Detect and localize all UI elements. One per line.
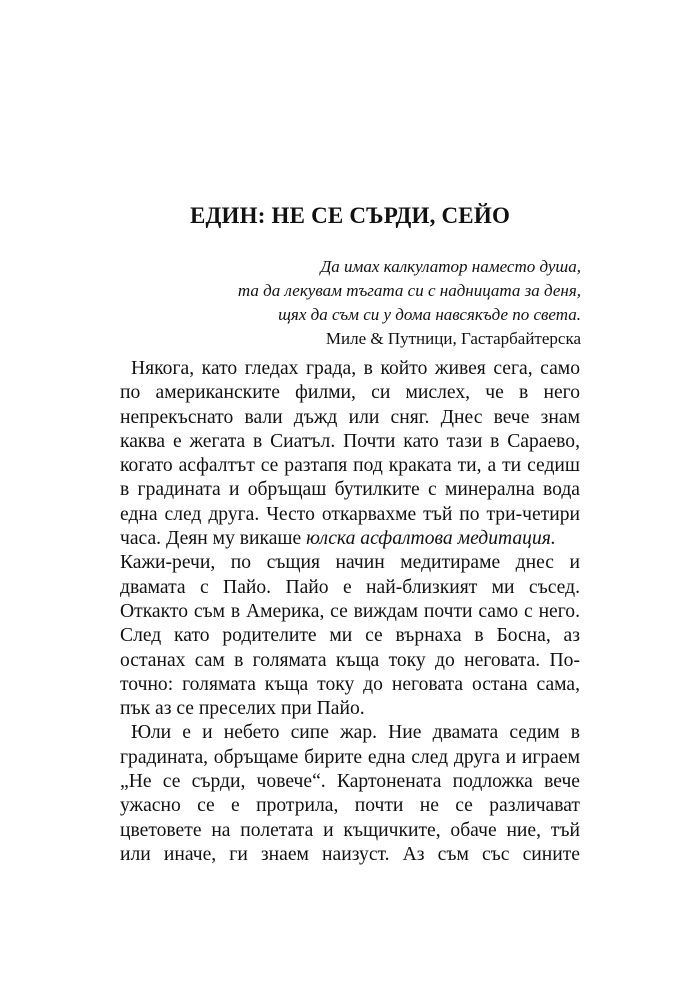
- text-line: Юли е и небето сипе жар. Ние двамата седим в: [131, 722, 580, 744]
- epigraph-line: щях да съм си у дома навсякъде по света.: [278, 305, 581, 324]
- chapter-title: ЕДИН: НЕ СЕ СЪРДИ, СЕЙО: [189, 203, 511, 228]
- text-line: непрекъснато вали дъжд или сняг. Днес вече знам: [120, 406, 580, 428]
- text-line: в градината и обръщаш бутилките с минерална вода: [120, 479, 580, 501]
- text-line: След като родителите ми се върнаха в Босна, аз: [120, 625, 580, 647]
- text-line: точно: голямата къща току до неговата остана сама,: [120, 673, 580, 695]
- body-text: [120, 357, 580, 867]
- text-line: „Не се сърди, човече“. Картонената подложка вече: [120, 771, 580, 793]
- epigraph-attribution: Миле & Путници, Гастарбайтерска: [325, 329, 581, 348]
- text-line: по американските филми, си мислех, че в него: [120, 382, 580, 404]
- epigraph-line: Да имах калкулатор наместо душа,: [320, 257, 581, 276]
- text-line: ужасно се е протрила, почти не се различават: [120, 795, 580, 817]
- text-line: когато асфалтът се разтапя под краката ти, а ти седиш: [120, 455, 580, 477]
- text-line: или иначе, ги знаем наизуст. Аз съм със сините: [120, 843, 580, 865]
- text-line: градината, обръщаме бирите една след друга и играем: [120, 746, 580, 768]
- epigraph: [121, 255, 581, 327]
- text-line: Кажи-речи, по същия начин медитираме днес и: [120, 552, 580, 574]
- text-line: Откакто съм в Америка, се виждам почти само с него.: [120, 600, 580, 622]
- text-run: часа. Деян му викаше: [120, 528, 307, 550]
- text-line: една след друга. Често откарвахме тъй по три-четири: [120, 503, 580, 525]
- epigraph-line: та да лекувам тъгата си с надницата за деня,: [237, 281, 581, 300]
- italic-phrase: юлска асфалтова медитация.: [306, 528, 556, 550]
- text-line: двамата с Пайо. Пайо е най-близкият ми съсед.: [120, 576, 580, 598]
- text-line: цветовете на полетата и къщичките, обаче ние, тъй: [120, 819, 580, 841]
- text-line: останах сам в голямата къща току до неговата. По-: [120, 649, 580, 671]
- text-line: Някога, като гледах града, в който живея сега, само: [131, 358, 580, 379]
- text-line: [120, 527, 580, 551]
- text-line: пък аз се преселих при Пайо.: [120, 698, 365, 720]
- text-line: каква е жегата в Сиатъл. Почти като тази в Сараево,: [120, 430, 580, 452]
